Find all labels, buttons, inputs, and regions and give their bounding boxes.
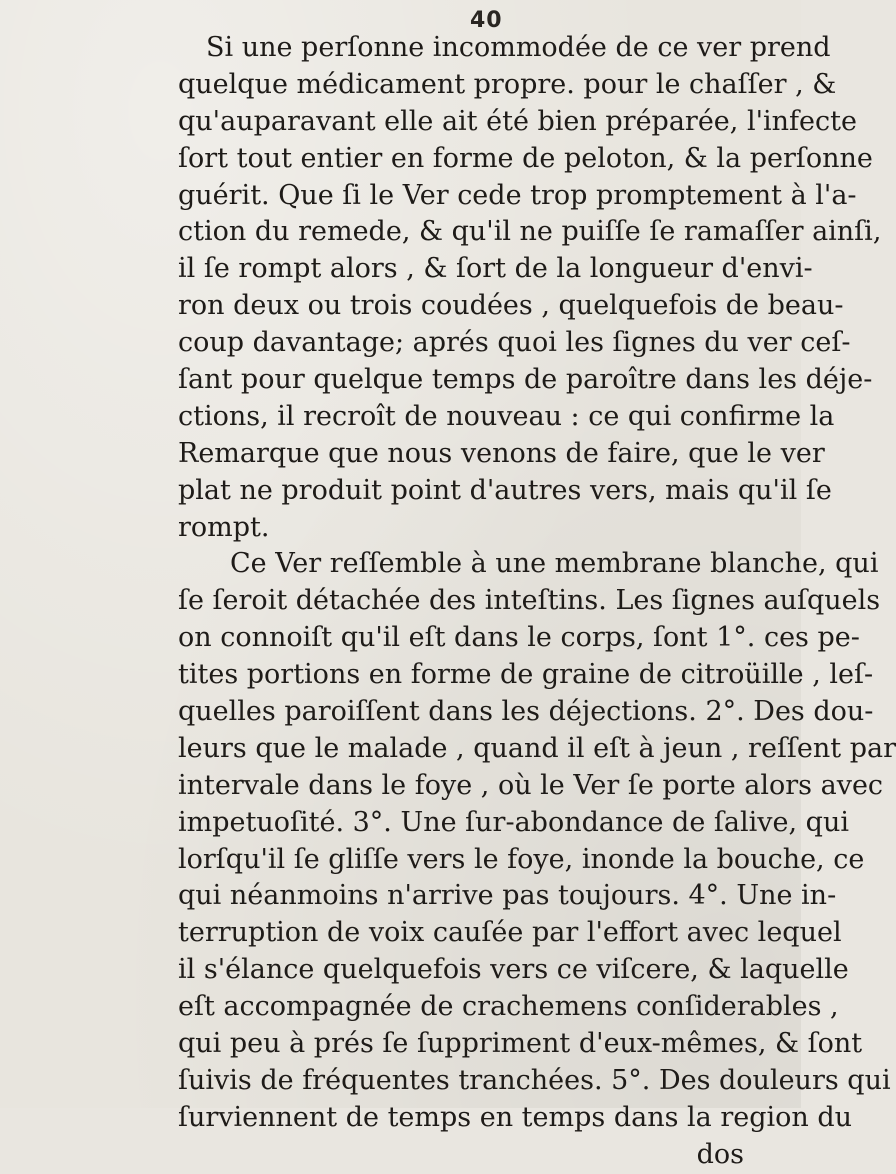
text-line: ſort tout entier en forme de peloton, & la perſonne (178, 142, 873, 174)
text-line: il s'élance quelquefois vers ce viſcere, & laquelle (178, 954, 849, 986)
text-line: rompt. (178, 511, 270, 543)
text-line: qu'auparavant elle ait été bien préparée, l'infecte (178, 105, 857, 137)
text-line: quelles paroiſſent dans les déjections. 2°. Des dou- (178, 696, 874, 728)
catchword: dos (696, 1138, 744, 1170)
text-line: terruption de voix cauſée par l'effort avec lequel (178, 917, 842, 949)
body-text (178, 30, 896, 1174)
text-line: quelque médicament propre. pour le chaſſer , & (178, 68, 837, 100)
text-line: ſant pour quelque temps de paroître dans les déje- (178, 364, 873, 396)
text-line: ron deux ou trois coudées , quelquefois de beau- (178, 290, 844, 322)
text-line: guérit. Que ſi le Ver cede trop promptement à l'a- (178, 179, 857, 211)
text-line: Ce Ver reſſemble à une membrane blanche, qui (230, 548, 879, 580)
text-line: tites portions en forme de graine de citroüille , leſ- (178, 659, 874, 691)
text-line: ction du remede, & qu'il ne puiſſe ſe ramaſſer ainſi, (178, 216, 882, 248)
text-line: intervale dans le foye , où le Ver ſe porte alors avec (178, 769, 884, 801)
text-line: ſurviennent de temps en temps dans la region du (178, 1101, 853, 1133)
text-line: qui néanmoins n'arrive pas toujours. 4°. Une in- (178, 880, 837, 912)
text-line: Remarque que nous venons de faire, que le ver (178, 437, 825, 469)
text-line: coup davantage; aprés quoi les ſignes du ver ceſ- (178, 327, 851, 359)
text-line: eſt accompagnée de crachemens conſiderables , (178, 991, 839, 1023)
text-line: on connoiſt qu'il eſt dans le corps, ſont 1°. ces pe- (178, 622, 860, 654)
text-line: ſe ſeroit détachée des inteſtins. Les ſignes auſquels (178, 585, 881, 617)
page-number: 40 (470, 8, 503, 33)
text-line: ſuivis de fréquentes tranchées. 5°. Des douleurs qui (178, 1064, 891, 1096)
text-line: Si une perſonne incommodée de ce ver prend (206, 32, 831, 63)
text-line: il ſe rompt alors , & ſort de la longueur d'envi- (178, 253, 813, 285)
text-line: qui peu à prés ſe ſuppriment d'eux-mêmes, & ſont (178, 1028, 863, 1060)
text-line: plat ne produit point d'autres vers, mais qu'il ſe (178, 474, 832, 506)
text-line: impetuoſité. 3°. Une ſur-abondance de ſalive, qui (178, 806, 849, 838)
text-line: leurs que le malade , quand il eſt à jeun , reſſent par (178, 732, 896, 764)
text-line: lorſqu'il ſe gliſſe vers le foye, inonde la bouche, ce (178, 843, 865, 875)
text-line: ctions, il recroît de nouveau : ce qui confirme la (178, 400, 835, 432)
